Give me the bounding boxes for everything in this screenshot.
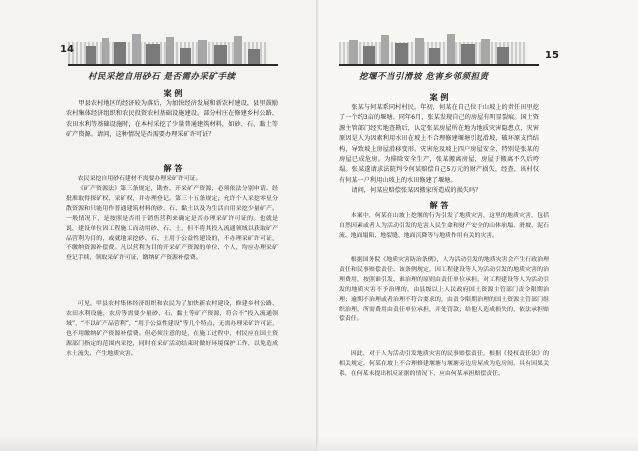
header-rule: [339, 64, 539, 66]
answer-paragraph: 农民采挖自用砂石建材不需要办理采矿许可证。: [77, 176, 202, 182]
answer-heading: 解 答: [163, 164, 183, 173]
page-number: 15: [545, 50, 559, 61]
header-skyline-right: [339, 30, 527, 64]
case-question: 请问，何某应赔偿张某因搬家所造成的损失吗？: [351, 187, 482, 194]
header-skyline-left: [68, 30, 268, 64]
header-rule: [68, 64, 278, 66]
chapter-title: 挖堰不当引滑坡 危害乡邻须担责: [359, 72, 489, 82]
answer-paragraph: 可见，甲县农村集体经济组织和农民为了加快新农村建设，修建乡村公路、农田水利设施，农房等需要少量砂、石、黏土等矿产资源，符合不“投入流通领域”，“不以矿产品营利”，“用于公益性建设”等几个特点，无需办理采矿许可证，也不用缴纳矿产资源补偿费。但必须注意的是，在施工过程中，村民应在国土资源部门指定的范围内采挖，同时在采矿活动结束时做好环境保护工作，以免造成水土流失、产生地质灾害。: [66, 301, 278, 357]
answer-paragraph: 本案中，何某在山坡上挖堰的行为引发了地质灾害，这里的地质灾害，包括自然因素或者人为活动引发的危害人民生命和财产安全的山体崩塌、滑坡、泥石流、地面塌陷、地裂缝、地面沉降等与地质作用有关的灾害。: [339, 213, 549, 239]
right-page: [319, 0, 638, 451]
answer-paragraph: 因此，对于人为活动引发地质灾害的民事赔偿责任，根据《侵权责任法》的相关规定，何某在坡上不合理修建堰塘与堰塘旁边房屋成为危房间，具有因果关系，在何某未提出相反证据的情况下，应由何某承担赔偿责任。: [339, 351, 549, 377]
answer-paragraph: 根据国务院《地质灾害防治条例》，人为活动引发的地质灾害会产生行政治理责任和民事赔偿责任。该条例规定，因工程建设等人为活动引发的地质灾害的治理费用，按照谁引发、谁治理的原则由责任单位承担。对工程建设等人为活动引发的地质灾害不予治理的，由县级以上人民政府国土资源主管部门责令限期治理；逾期不治理或者治理不符合要求的，由责令限期治理的国土资源主管部门组织治理，所需费用由责任单位承担，并处罚款；给他人造成损失的，依法承担赔偿责任。: [339, 257, 549, 323]
answer-paragraph: 《矿产资源法》第三条规定，勘查、开采矿产资源，必须依法分别申请、经批准取得探矿权、采矿权，并办理登记。第三十五条规定，允许个人采挖零星分散资源和只能用作普通建筑材料的砂、石、黏土以及为生活自用采挖少量矿产。一般情况下，是按照是否用于销售营利来确定是否办理采矿许可证的。也就是说，建设单位因工程施工而动用砂、石、土，但不将其投入流通领域以获取矿产品营利为目的，或就地采挖砂、石、土用于公益性建设的，不办理采矿许可证，不缴纳资源补偿费。凡以营利为目的开采矿产资源的单位、个人，均应办理采矿登记手续，领取采矿许可证，缴纳矿产资源补偿费。: [66, 186, 278, 262]
case-heading: 案 例: [163, 89, 183, 98]
page-number: 14: [60, 44, 74, 55]
case-heading: 案 例: [429, 93, 449, 102]
case-text: 甲县农村地区的经济较为落后，为加快经济发展和新农村建设，县里鼓励农村集体经济组织和农民投资农村基础设施建设。部分村庄在修建乡村公路、农田水利等基础设施时，在本村采挖了少量普通建筑材料，如砂、石、黏土等矿产资源。请问，这种情况是否需要办理采矿许可证？: [66, 100, 278, 139]
case-text: 张某与何某系同村村民。年初，何某在自己位于山坡上的责任田里挖了一个约3亩的堰塘。同年6月，张某发现自己的房屋有明显裂痕。国土资源主管部门经实地查勘后，认定张某房屋所在地为地质灾害隐患点，灾害原因是人为因素利用水田在坡上不合理修建堰塘引起滑坡，破坏原支挡结构，导致坡上房屋滑移变形。灾害危及坡上四户房屋安全，特别是张某的房屋已成危房。为排除安全生产，张某搬离房屋，房屋于搬离不久后垮塌。张某遂请求法院判令何某赔偿自己5万元的财产损失，经查，该村仅有何某一户利用山坡上的水田修建了堰塘。: [339, 104, 539, 184]
chapter-title: 村民采挖自用砂石 是否需办采矿手续: [88, 72, 236, 82]
answer-heading: 解 答: [429, 201, 449, 210]
